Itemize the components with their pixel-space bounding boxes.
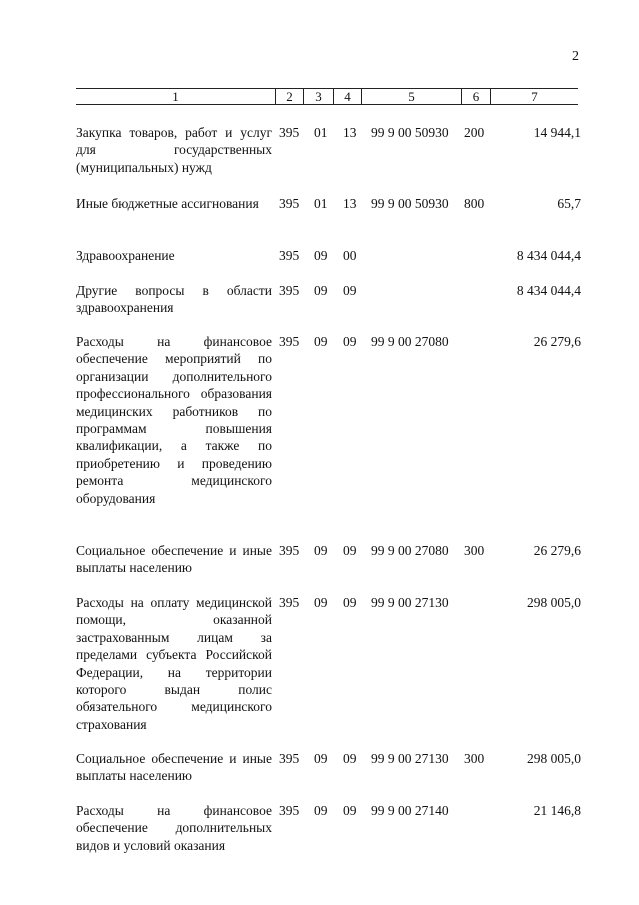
- header-col-7: 7: [490, 88, 578, 105]
- row-col-7: 21 146,8: [533, 803, 581, 818]
- row-col-5: 99 9 00 27130: [371, 595, 449, 610]
- row-col-7: 14 944,1: [533, 125, 581, 140]
- row-col-2: 395: [279, 595, 300, 610]
- row-col-3: 09: [314, 543, 328, 558]
- row-col-7: 298 005,0: [527, 595, 581, 610]
- row-name: Расходы на финансовое обеспечение мероприятий по организации дополнительного профессионального образования медицинских работников по программам повышения квалификации, а также по приобретению и проведению ремонта медицинского оборудования: [76, 334, 272, 506]
- row-col-2: 395: [279, 543, 300, 558]
- page-number: 2: [572, 49, 579, 64]
- row-col-2: 395: [279, 803, 300, 818]
- row-col-4: 13: [343, 196, 357, 211]
- row-col-4: 09: [343, 803, 357, 818]
- row-col-5: 99 9 00 27080: [371, 334, 449, 349]
- row-col-3: 09: [314, 283, 328, 298]
- row-name: Иные бюджетные ассигнования: [76, 196, 259, 211]
- row-col-4: 09: [343, 543, 357, 558]
- row-name: Здравоохранение: [76, 248, 175, 263]
- table-header: [76, 88, 578, 105]
- row-col-5: 99 9 00 27080: [371, 543, 449, 558]
- row-name: Расходы на финансовое обеспечение дополнительных видов и условий оказания: [76, 803, 272, 853]
- row-col-3: 09: [314, 751, 328, 766]
- row-col-6: 200: [464, 125, 485, 140]
- row-col-6: 300: [464, 751, 485, 766]
- row-name: Закупка товаров, работ и услуг для государственных (муниципальных) нужд: [76, 125, 272, 175]
- row-col-7: 298 005,0: [527, 751, 581, 766]
- header-col-3: 3: [303, 88, 333, 105]
- row-col-2: 395: [279, 751, 300, 766]
- row-col-5: 99 9 00 27130: [371, 751, 449, 766]
- row-col-2: 395: [279, 125, 300, 140]
- row-col-5: 99 9 00 50930: [371, 125, 449, 140]
- row-col-4: 09: [343, 751, 357, 766]
- row-col-7: 8 434 044,4: [516, 248, 581, 263]
- row-col-4: 09: [343, 595, 357, 610]
- row-col-2: 395: [279, 283, 300, 298]
- row-col-2: 395: [279, 196, 300, 211]
- row-col-3: 01: [314, 125, 328, 140]
- row-col-3: 09: [314, 248, 328, 263]
- row-col-3: 09: [314, 595, 328, 610]
- row-col-4: 09: [343, 334, 357, 349]
- header-col-2: 2: [275, 88, 303, 105]
- row-col-3: 01: [314, 196, 328, 211]
- row-name: Социальное обеспечение и иные выплаты населению: [76, 751, 272, 784]
- row-col-4: 13: [343, 125, 357, 140]
- header-col-4: 4: [333, 88, 361, 105]
- row-col-5: 99 9 00 50930: [371, 196, 449, 211]
- row-col-3: 09: [314, 334, 328, 349]
- header-col-5: 5: [361, 88, 461, 105]
- row-col-7: 8 434 044,4: [516, 283, 581, 298]
- row-col-5: 99 9 00 27140: [371, 803, 449, 818]
- row-col-7: 26 279,6: [533, 334, 581, 349]
- row-col-2: 395: [279, 334, 300, 349]
- row-col-7: 26 279,6: [533, 543, 581, 558]
- row-col-6: 300: [464, 543, 485, 558]
- row-col-4: 00: [343, 248, 357, 263]
- row-col-4: 09: [343, 283, 357, 298]
- row-name: Расходы на оплату медицинской помощи, оказанной застрахованным лицам за пределами субъекта Российской Федерации, на территории которого выдан полис обязательного медицинского страхования: [76, 595, 272, 732]
- row-col-7: 65,7: [557, 196, 581, 211]
- row-col-3: 09: [314, 803, 328, 818]
- row-name: Социальное обеспечение и иные выплаты населению: [76, 543, 272, 576]
- row-name: Другие вопросы в области здравоохранения: [76, 283, 272, 316]
- header-col-6: 6: [461, 88, 490, 105]
- row-col-2: 395: [279, 248, 300, 263]
- header-col-1: 1: [76, 88, 275, 105]
- row-col-6: 800: [464, 196, 485, 211]
